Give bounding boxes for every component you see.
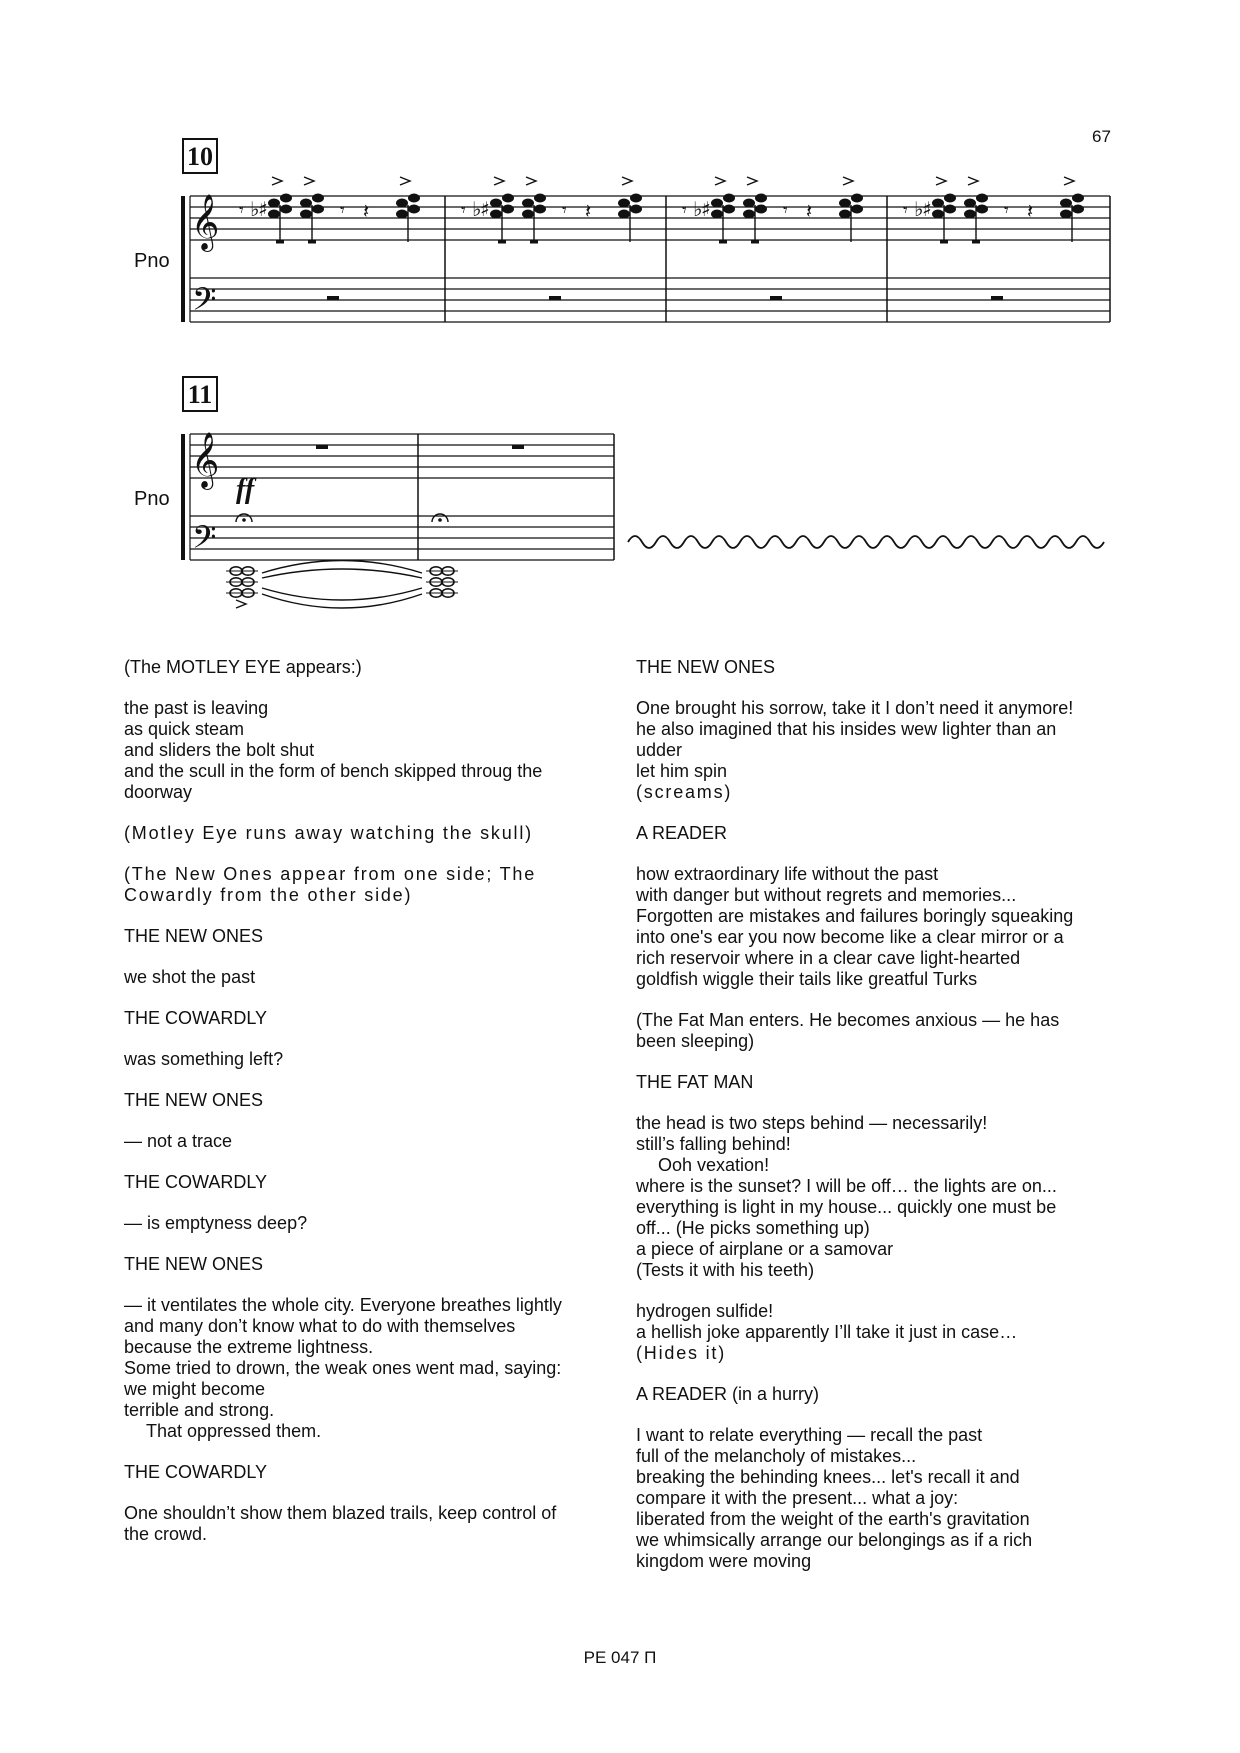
text-line: goldfish wiggle their tails like greatful Turks xyxy=(636,969,978,989)
text-line: compare it with the present... what a joy: xyxy=(636,1488,959,1508)
text-line: he also imagined that his insides wew lighter than an xyxy=(636,719,1057,739)
text-line: doorway xyxy=(124,782,193,802)
speaker-name: THE NEW ONES xyxy=(636,657,776,677)
stage-direction: (Tests it with his teeth) xyxy=(636,1260,815,1280)
text-line: Some tried to drown, the weak ones went mad, saying: xyxy=(124,1358,562,1378)
text-line: and the scull in the form of bench skipped throug the xyxy=(124,761,543,781)
fermata-icon xyxy=(236,514,448,522)
instrument-label-system-1: Pno xyxy=(134,250,170,272)
system-1 xyxy=(183,177,1110,325)
text-line: One shouldn’t show them blazed trails, keep control of xyxy=(124,1503,557,1523)
text-line: I want to relate everything — recall the past xyxy=(636,1425,983,1445)
dynamic-marking: ff xyxy=(236,474,255,505)
page-footer: PE 047 П xyxy=(583,1648,657,1667)
svg-text:𝄾: 𝄾 xyxy=(340,200,345,221)
stage-direction: (The Fat Man enters. He becomes anxious — he has xyxy=(636,1010,1060,1030)
treble-clef-icon: 𝄞 xyxy=(191,194,220,250)
tie-icon xyxy=(262,561,422,574)
text-line: was something left? xyxy=(124,1049,284,1069)
speaker-name: THE COWARDLY xyxy=(124,1008,268,1028)
treble-staff-2 xyxy=(190,434,614,478)
text-line: we shot the past xyxy=(124,967,256,987)
treble-clef-icon: 𝄞 xyxy=(191,432,220,488)
svg-text:𝄾: 𝄾 xyxy=(239,200,244,221)
music-score xyxy=(0,0,1240,640)
stage-direction: (screams) xyxy=(636,782,733,802)
instrument-label-system-2: Pno xyxy=(134,488,170,510)
text-line: — not a trace xyxy=(124,1131,233,1151)
text-line: we whimsically arrange our belongings as if a rich xyxy=(636,1530,1033,1550)
barlines-2 xyxy=(418,434,614,560)
barlines-1 xyxy=(445,196,1110,322)
speaker-name: THE NEW ONES xyxy=(124,1090,264,1110)
text-line: full of the melancholy of mistakes... xyxy=(636,1446,917,1466)
speaker-name: A READER (in a hurry) xyxy=(636,1384,820,1404)
text-line: and many don’t know what to do with themselves xyxy=(124,1316,516,1336)
text-line: everything is light in my house... quickly one must be xyxy=(636,1197,1057,1217)
stage-direction: been sleeping) xyxy=(636,1031,755,1051)
stage-direction: (Hides it) xyxy=(636,1343,727,1363)
measure-treble-1 xyxy=(239,177,1084,242)
text-line: the past is leaving xyxy=(124,698,269,718)
text-line: still’s falling behind! xyxy=(636,1134,791,1154)
text-line: as quick steam xyxy=(124,719,245,739)
text-line: how extraordinary life without the past xyxy=(636,864,939,884)
text-line: liberated from the weight of the earth's gravitation xyxy=(636,1509,1030,1529)
speaker-name: THE NEW ONES xyxy=(124,926,264,946)
bass-clef-icon: 𝄢 xyxy=(192,281,217,325)
text-line: rich reservoir where in a clear cave light-hearted xyxy=(636,948,1021,968)
stage-direction: Cowardly from the other side) xyxy=(124,885,413,905)
text-line: the head is two steps behind — necessarily! xyxy=(636,1113,988,1133)
text-line: Forgotten are mistakes and failures boringly squeaking xyxy=(636,906,1074,926)
right-text-column xyxy=(636,657,1140,1572)
stage-direction: (Motley Eye runs away watching the skull) xyxy=(124,823,533,843)
stage-direction: (The MOTLEY EYE appears:) xyxy=(124,657,362,677)
text-line: the crowd. xyxy=(124,1524,208,1544)
svg-text:♭: ♭ xyxy=(250,197,260,221)
svg-text:𝄽: 𝄽 xyxy=(363,199,370,223)
speaker-name: THE COWARDLY xyxy=(124,1462,268,1482)
bass-staff-2 xyxy=(190,516,614,560)
bass-chord-whole-notes xyxy=(226,561,458,609)
text-line: — is emptyness deep? xyxy=(124,1213,308,1233)
system-bracket-2 xyxy=(183,434,190,560)
page-number: 67 xyxy=(1092,127,1111,146)
stage-direction: (The New Ones appear from one side; The xyxy=(124,864,537,884)
text-line: hydrogen sulfide! xyxy=(636,1301,774,1321)
fermata-dots xyxy=(242,518,442,522)
text-line: a hellish joke apparently I’ll take it just in case… xyxy=(636,1322,1018,1342)
text-line: That oppressed them. xyxy=(146,1421,322,1441)
speaker-name: A READER xyxy=(636,823,728,843)
speaker-name: THE COWARDLY xyxy=(124,1172,268,1192)
trill-wave-icon xyxy=(628,536,1104,548)
text-line: let him spin xyxy=(636,761,728,781)
rehearsal-mark-10: 10 xyxy=(182,138,218,174)
text-line: breaking the behinding knees... let's recall it and xyxy=(636,1467,1020,1487)
system-2 xyxy=(183,432,1104,608)
text-line: where is the sunset? I will be off… the lights are on... xyxy=(636,1176,1057,1196)
text-line: and sliders the bolt shut xyxy=(124,740,315,760)
text-line: One brought his sorrow, take it I don’t need it anymore! xyxy=(636,698,1074,718)
text-line: a piece of airplane or a samovar xyxy=(636,1239,894,1259)
text-line: into one's ear you now become like a clear mirror or a xyxy=(636,927,1064,947)
svg-text:♯: ♯ xyxy=(258,197,268,221)
text-line: off... (He picks something up) xyxy=(636,1218,870,1238)
rehearsal-mark-11: 11 xyxy=(182,376,218,412)
system-bracket-1 xyxy=(183,196,190,322)
text-line: kingdom were moving xyxy=(636,1551,812,1571)
speaker-name: THE NEW ONES xyxy=(124,1254,264,1274)
speaker-name: THE FAT MAN xyxy=(636,1072,754,1092)
text-line: udder xyxy=(636,740,683,760)
text-line: because the extreme lightness. xyxy=(124,1337,374,1357)
text-line: Ooh vexation! xyxy=(658,1155,770,1175)
left-text-column xyxy=(124,657,624,1545)
text-line: with danger but without regrets and memories... xyxy=(636,885,1017,905)
text-line: we might become xyxy=(124,1379,266,1399)
bass-clef-icon: 𝄢 xyxy=(192,519,217,563)
text-line: — it ventilates the whole city. Everyone breathes lightly xyxy=(124,1295,562,1315)
text-line: terrible and strong. xyxy=(124,1400,275,1420)
